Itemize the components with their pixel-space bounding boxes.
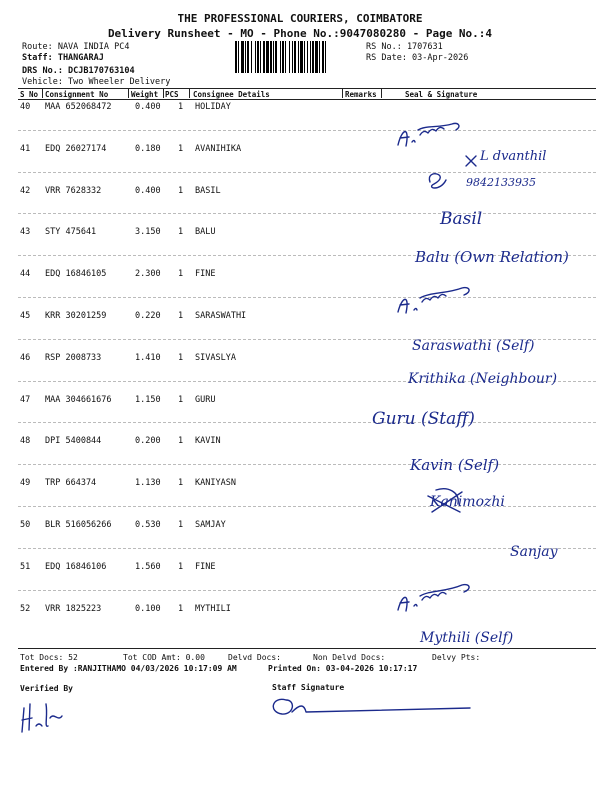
cell-consignee: FINE [195,269,216,280]
col-consignment: Consignment No [45,90,109,99]
verified-signature-icon [22,704,62,732]
route-label: Route: NAVA INDIA PC4 [22,42,130,52]
cell-pcs: 1 [178,311,184,321]
cell-consignment: EDQ 16846106 [45,561,107,572]
cell-sno: 43 [20,227,31,238]
cell-weight: 0.400 [135,102,161,112]
rs-number: RS No.: 1707631 [366,42,443,52]
cell-sno: 45 [20,311,31,321]
handwritten-name-41: L dvanthil [480,149,547,164]
cell-consignment: MAA 304661676 [45,394,112,405]
cell-pcs: 1 [178,561,184,572]
cell-consignee: BALU [195,227,216,238]
cell-consignee: SARASWATHI [195,311,247,321]
cell-consignee: MYTHILI [195,603,231,614]
col-weight: Weight [131,90,159,99]
cell-pcs: 1 [178,603,184,614]
cell-weight: 0.530 [135,520,161,530]
cell-pcs: 1 [178,143,184,154]
staff-signature-icon [273,699,470,714]
verified-by-label: Verified By [20,684,73,693]
cell-weight: 1.130 [135,478,161,489]
cell-pcs: 1 [178,102,184,112]
cell-sno: 47 [20,394,31,405]
delivery-points: Delvy Pts: [432,653,481,662]
cell-pcs: 1 [178,520,184,530]
handwritten-name-46: Krithika (Neighbour) [408,371,558,387]
entered-by: Entered By :RANJITHAMO 04/03/2026 10:17:09 AM [20,664,237,673]
cell-pcs: 1 [178,478,184,489]
signature-initials-icon [398,288,469,313]
handwritten-name-52: Mythili (Self) [420,630,514,646]
cell-pcs: 1 [178,352,184,363]
cell-weight: 0.100 [135,603,161,614]
total-cod-amount: Tot COD Amt: 0.00 [123,653,205,662]
company-title: THE PROFESSIONAL COURIERS, COIMBATORE [177,12,423,25]
cell-consignee: HOLIDAY [195,102,231,112]
cell-weight: 0.200 [135,436,161,447]
cell-consignment: BLR 516056266 [45,520,112,530]
col-seal-signature: Seal & Signature [405,90,478,99]
printed-on: Printed On: 03-04-2026 10:17:17 [268,664,418,673]
cell-sno: 49 [20,478,31,489]
cell-sno: 42 [20,185,31,196]
cell-consignee: GURU [195,394,216,405]
handwritten-name-48: Kavin (Self) [410,456,500,474]
cell-consignment: KRR 30201259 [45,311,107,321]
handwritten-name-43: Balu (Own Relation) [415,248,569,266]
cell-weight: 1.560 [135,561,161,572]
cell-consignment: STY 475641 [45,227,97,238]
cell-weight: 2.300 [135,269,161,280]
handwritten-phone-41: 9842133935 [466,176,536,189]
cell-pcs: 1 [178,436,184,447]
cell-weight: 3.150 [135,227,161,238]
cell-consignee: AVANIHIKA [195,143,242,154]
delivered-docs: Delvd Docs: [228,653,281,662]
non-delivered-docs: Non Delvd Docs: [313,653,386,662]
handwritten-name-42: Basil [440,209,483,229]
cell-consignment: VRR 7628332 [45,185,102,196]
cell-pcs: 1 [178,185,184,196]
handwritten-name-50: Sanjay [510,544,558,560]
cell-pcs: 1 [178,227,184,238]
cell-sno: 44 [20,269,31,280]
signature-initials-icon [398,585,469,611]
staff-label: Staff: THANGARAJ [22,53,104,63]
handwritten-name-47: Guru (Staff) [372,409,475,429]
handwritten-name-49: Kanimozhi [430,494,505,510]
staff-signature-label: Staff Signature [272,683,345,692]
cell-consignee: SAMJAY [195,520,226,530]
cell-consignee: BASIL [195,185,221,196]
cell-sno: 51 [20,561,31,572]
cell-weight: 0.220 [135,311,161,321]
vehicle-label: Vehicle: Two Wheeler Delivery [22,77,171,87]
footer-top-rule [18,648,596,649]
cell-weight: 1.410 [135,352,161,363]
drs-label: DRS No.: DCJB170763104 [22,66,135,76]
cell-consignment: EDQ 26027174 [45,143,107,154]
cell-sno: 41 [20,143,31,154]
rs-date: RS Date: 03-Apr-2026 [366,53,469,63]
cell-weight: 1.150 [135,394,161,405]
cell-sno: 50 [20,520,31,530]
cell-consignee: FINE [195,561,216,572]
total-docs: Tot Docs: 52 [20,653,78,662]
col-remarks: Remarks [345,90,377,99]
cell-consignment: VRR 1825223 [45,603,102,614]
cell-consignment: EDQ 16846105 [45,269,107,280]
cell-consignment: DPI 5400844 [45,436,102,447]
cell-sno: 40 [20,102,31,112]
col-consignee: Consignee Details [193,90,270,99]
cell-pcs: 1 [178,269,184,280]
col-pcs: PCS [165,90,179,99]
cell-sno: 46 [20,352,31,363]
cell-weight: 0.180 [135,143,161,154]
cell-consignment: RSP 2008733 [45,352,102,363]
cell-consignment: MAA 652068472 [45,102,112,112]
col-sno: S No [20,90,39,99]
cell-sno: 48 [20,436,31,447]
cell-consignee: KAVIN [195,436,221,447]
signature-initials-icon [398,123,459,146]
cell-consignment: TRP 664374 [45,478,97,489]
cell-pcs: 1 [178,394,184,405]
cell-consignee: SIVASLYA [195,352,236,363]
handwritten-name-45: Saraswathi (Self) [412,338,535,354]
cell-weight: 0.400 [135,185,161,196]
runsheet-subtitle: Delivery Runsheet - MO - Phone No.:9047080280 - Page No.:4 [107,27,493,40]
cell-consignee: KANIYASN [195,478,236,489]
cell-sno: 52 [20,603,31,614]
